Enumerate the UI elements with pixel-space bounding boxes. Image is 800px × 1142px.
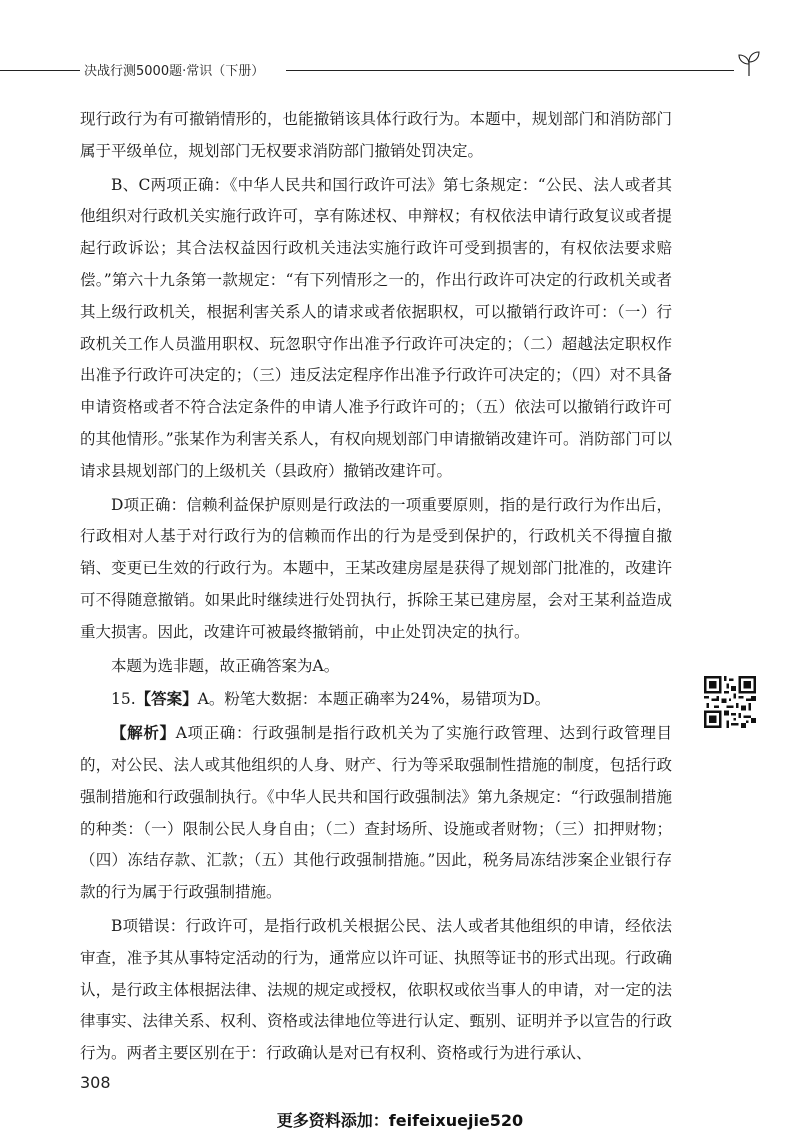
analysis-text: A项正确：行政强制是指行政机关为了实施行政管理、达到行政管理目的，对公民、法人或其他组织的人身、财产、行为等采取强制性措施的制度，包括行政强制措施和行政强制执行。《中华人民共和国行政强制法》第九条规定：“行政强制措施的种类：（一）限制公民人身自由；（二）查封场所、设施或者财物；（三）扣押财物；（四）冻结存款、汇款；（五）其他行政强制措施。”因此，税务局冻结涉案企业银行存款的行为属于行政强制措施。: [80, 724, 672, 902]
page-number: 308: [80, 1073, 111, 1092]
answer-line: [80, 684, 672, 716]
answer-tag: 【答案】: [135, 690, 198, 709]
header-rule-left: [0, 70, 80, 71]
paragraph: 本题为选非题，故正确答案为A。: [111, 656, 340, 675]
paragraph: D项正确：信赖利益保护原则是行政法的一项重要原则，指的是行政行为作出后，行政相对人基于对行政行为的信赖而作出的行为是受到保护的，行政机关不得擅自撤销、变更已生效的行政行为。本题中，王某改建房屋是获得了规划部门批准的，改建许可不得随意撤销。如果此时继续进行处罚执行，拆除王某已建房屋，会对王某利益造成重大损害。因此，改建许可被最终撤销前，中止处罚决定的执行。: [80, 495, 672, 641]
sprout-icon: [734, 48, 764, 78]
running-header: [0, 58, 800, 82]
analysis-paragraph: [80, 718, 672, 909]
header-title: 决战行测5000题·常识（下册）: [84, 64, 265, 79]
paragraph: B项错误：行政许可，是指行政机关根据公民、法人或者其他组织的申请，经依法审查，准予其从事特定活动的行为，通常应以许可证、执照等证书的形式出现。行政确认，是行政主体根据法律、法规的规定或授权，依职权或依当事人的申请，对一定的法律事实、法律关系、权利、资格或法律地位等进行认定、甄别、证明并予以宣告的行政行为。两者主要区别在于：行政确认是对已有权利、资格或行为进行承认、: [80, 916, 672, 1063]
body-text: [80, 104, 672, 1070]
paragraph: B、C两项正确：《中华人民共和国行政许可法》第七条规定：“公民、法人或者其他组织对行政机关实施行政许可，享有陈述权、申辩权；有权依法申请行政复议或者提起行政诉讼；其合法权益因行政机关违法实施行政许可受到损害的，有权依法要求赔偿。”第六十九条第一款规定：“有下列情形之一的，作出行政许可决定的行政机关或者其上级行政机关，根据利害关系人的请求或者依据职权，可以撤销行政许可：（一）行政机关工作人员滥用职权、玩忽职守作出准予行政许可决定的；（二）超越法定职权作出准予行政许可决定的；（三）违反法定程序作出准予行政许可决定的；（四）对不具备申请资格或者不符合法定条件的申请人准予行政许可的；（五）依法可以撤销行政许可的其他情形。”张某作为利害关系人，有权向规划部门申请撤销改建许可。消防部门可以请求县规划部门的上级机关（县政府）撤销改建许可。: [80, 175, 672, 480]
paragraph: 现行政行为有可撤销情形的，也能撤销该具体行政行为。本题中，规划部门和消防部门属于平级单位，规划部门无权要求消防部门撤销处罚决定。: [80, 110, 672, 160]
header-rule-right: [286, 70, 734, 71]
qr-code: [704, 676, 756, 728]
analysis-tag: 【解析】: [111, 724, 176, 743]
answer-text: A。粉笔大数据：本题正确率为24%，易错项为D。: [197, 690, 551, 709]
question-number: 15.: [111, 690, 136, 709]
footer-note: 更多资料添加：feifeixuejie520: [276, 1111, 524, 1130]
